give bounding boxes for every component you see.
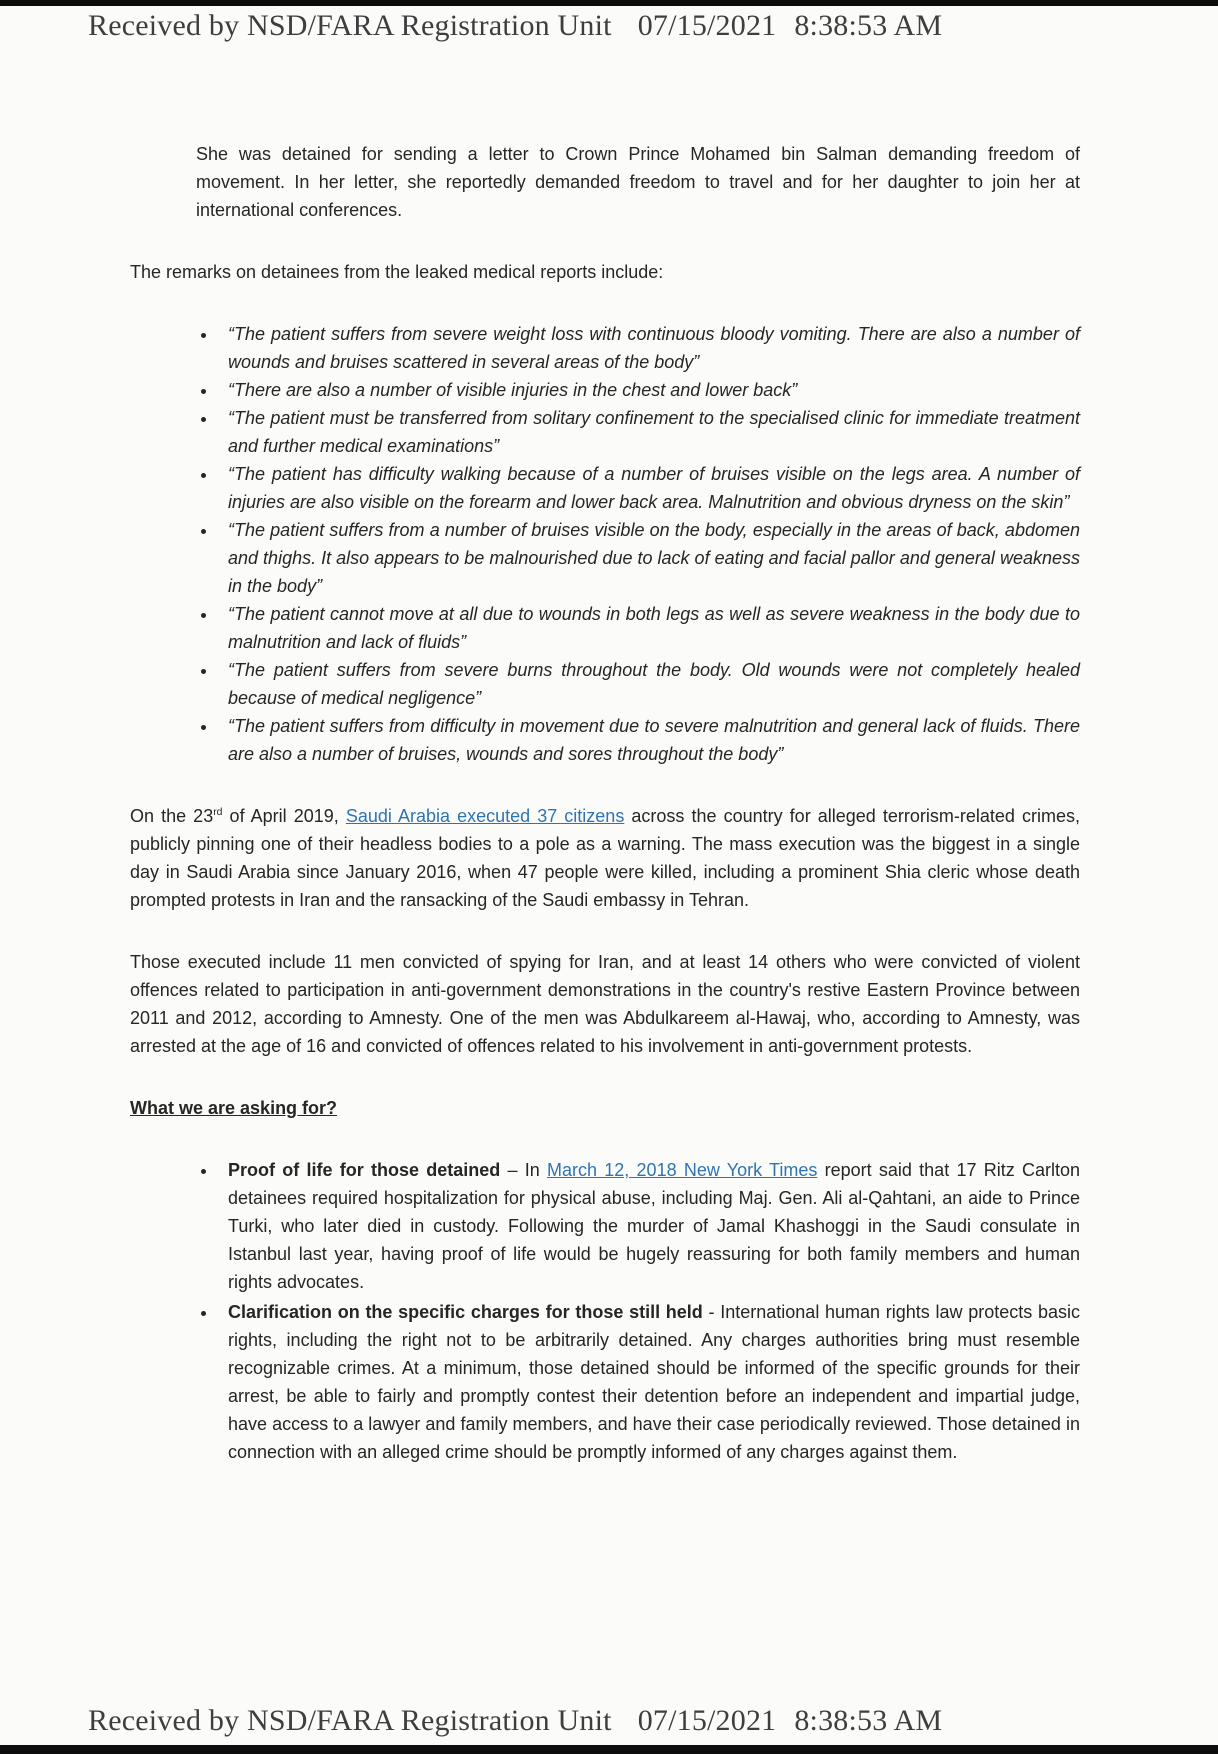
medical-quote-item: • “The patient cannot move at all due to wounds in both legs as well as severe weakness in the body due to malnutrition and lack of fluids” (218, 600, 1080, 656)
amnesty-paragraph: Those executed include 11 men convicted of spying for Iran, and at least 14 others who were convicted of violent offences related to participation in anti-government demonstrations in the country's restive Eastern Province between 2011 and 2012, according to Amnesty. One of the men was Abdulkareem al-Hawaj, who, according to Amnesty, was arrested at the age of 16 and convicted of offences related to his involvement in anti-government protests. (130, 952, 1080, 1056)
ask-item-clarification (218, 1298, 1080, 1466)
ask-item-proof-of-life (218, 1156, 1080, 1296)
executions-paragraph (130, 802, 1080, 914)
medical-quote-item: • “The patient suffers from difficulty in movement due to severe malnutrition and general lack of fluids. There are also a number of bruises, wounds and sores throughout the body” (218, 712, 1080, 768)
header-stamp-label: Received by NSD/FARA Registration Unit (88, 9, 612, 42)
ask-lead-clarification: Clarification on the specific charges for those still held (228, 1302, 703, 1322)
executions-after-ordinal: of April 2019, (222, 806, 346, 826)
asking-heading: What we are asking for? (130, 1098, 338, 1118)
footer-stamp-label: Received by NSD/FARA Registration Unit (88, 1704, 612, 1737)
medical-quote-item: • “The patient suffers from severe burns throughout the body. Old wounds were not completely healed because of medical negligence” (218, 656, 1080, 712)
executions-prefix: On the 23 (130, 806, 214, 826)
executions-suffix: across the country for alleged terrorism-related crimes, publicly pinning one of their headless bodies to a pole as a warning. The mass execution was the biggest in a single day in Saudi Arabia since January 2016, when 47 people were killed, including a prominent Shia cleric whose death prompted protests in Iran and the ransacking of the Saudi embassy in Tehran. (130, 806, 1080, 910)
ask-connector: – In (500, 1160, 548, 1180)
medical-quote-item: • “The patient suffers from severe weight loss with continuous bloody vomiting. There are also a number of wounds and bruises scattered in several areas of the body” (218, 320, 1080, 376)
intro-paragraph: She was detained for sending a letter to Crown Prince Mohamed bin Salman demanding freedom of movement. In her letter, she reportedly demanded freedom to travel and for her daughter to join her at international conferences. (196, 144, 1080, 220)
asks-list (130, 1156, 1080, 1466)
ask-lead-proof-of-life: Proof of life for those detained (228, 1160, 501, 1180)
medical-quotes-list (130, 320, 1080, 768)
medical-quote-item: • “The patient must be transferred from solitary confinement to the specialised clinic for immediate treatment and further medical examinations” (218, 404, 1080, 460)
ask-body-proof-of-life: report said that 17 Ritz Carlton detainees required hospitalization for physical abuse, including Maj. Gen. Ali al-Qahtani, an aide to Prince Turki, who later died in custody. Following the murder of Jamal Khashoggi in the Saudi consulate in Istanbul last year, having proof of life would be hugely reassuring for both family members and human rights advocates. (228, 1160, 1080, 1292)
ask-body-clarification: International human rights law protects basic rights, including the right not to be arbitrarily detained. Any charges authorities bring must resemble recognizable crimes. At a minimum, those detained should be informed of the specific grounds for their arrest, be able to fairly and promptly contest their detention before an independent and impartial judge, have access to a lawyer and family members, and have their case periodically reviewed. Those detained in connection with an alleged crime should be promptly informed of any charges against them. (228, 1302, 1081, 1462)
document-body (130, 140, 1080, 1468)
footer-stamp-time: 8:38:53 AM (794, 1704, 943, 1737)
saudi-executions-link[interactable]: Saudi Arabia executed 37 citizens (345, 806, 625, 826)
scan-artifact-bottom-bar (0, 1745, 1218, 1754)
ask-connector: - (702, 1302, 721, 1322)
scan-artifact-top-bar (0, 0, 1218, 6)
medical-quote-item: • “The patient suffers from a number of bruises visible on the body, especially in the areas of back, abdomen and thighs. It also appears to be malnourished due to lack of eating and facial pallor and general weakness in the body” (218, 516, 1080, 600)
nyt-report-link[interactable]: March 12, 2018 New York Times (547, 1160, 818, 1180)
ordinal-superscript: rd (213, 807, 223, 818)
medical-quote-item: • “The patient has difficulty walking because of a number of bruises visible on the legs area. A number of injuries are also visible on the forearm and lower back area. Malnutrition and obvious dryness on the skin” (218, 460, 1080, 516)
fara-footer-stamp (88, 1704, 942, 1738)
remarks-intro: The remarks on detainees from the leaked medical reports include: (130, 262, 664, 282)
medical-quote-item: • “There are also a number of visible injuries in the chest and lower back” (218, 376, 1080, 404)
header-stamp-date: 07/15/2021 (637, 9, 777, 42)
fara-header-stamp (88, 9, 942, 43)
header-stamp-time: 8:38:53 AM (794, 9, 943, 42)
footer-stamp-date: 07/15/2021 (637, 1704, 777, 1737)
